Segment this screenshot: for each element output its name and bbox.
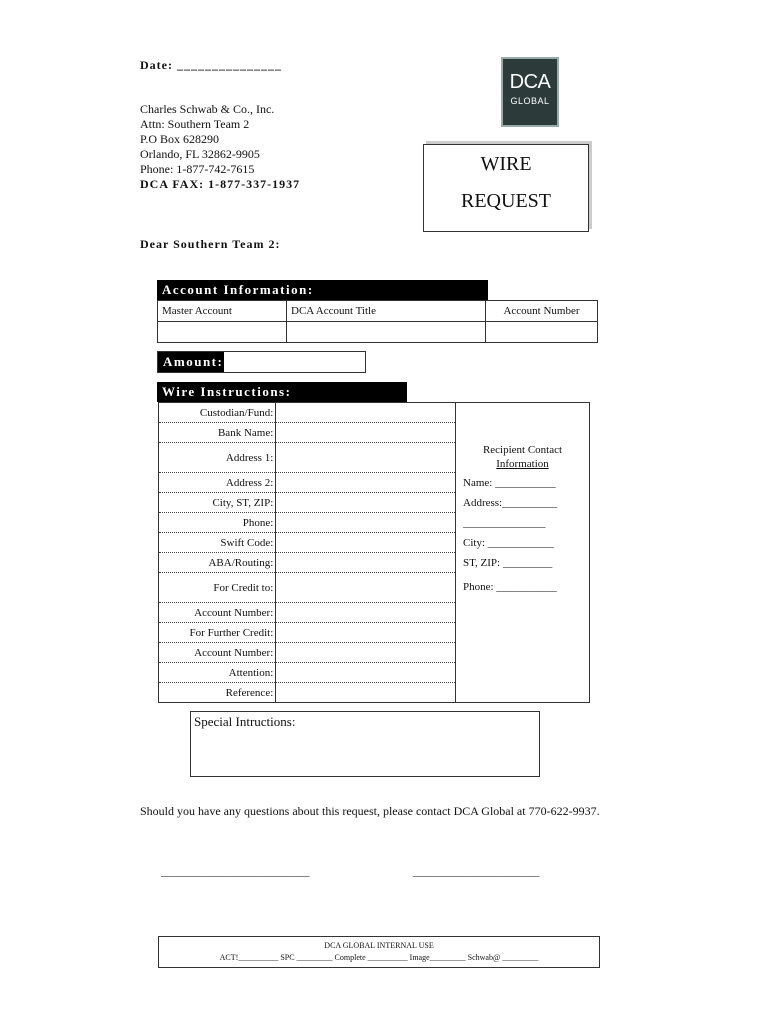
fax-line: DCA FAX: 1-877-337-1937 bbox=[140, 177, 301, 191]
field-value[interactable] bbox=[276, 403, 456, 423]
field-row bbox=[159, 553, 456, 573]
field-label: Account Number: bbox=[159, 643, 276, 663]
recipient-heading-info: Information bbox=[496, 458, 549, 470]
field-row bbox=[159, 443, 456, 473]
field-label: Address 2: bbox=[159, 473, 276, 493]
field-value[interactable] bbox=[276, 623, 456, 643]
recipient-address-2[interactable]: _______________ bbox=[463, 517, 546, 529]
amount-box[interactable] bbox=[157, 351, 366, 373]
field-label: City, ST, ZIP: bbox=[159, 493, 276, 513]
field-label: Address 1: bbox=[159, 443, 276, 473]
field-value[interactable] bbox=[276, 663, 456, 683]
field-label: Attention: bbox=[159, 663, 276, 683]
field-row bbox=[159, 473, 456, 493]
field-row bbox=[159, 573, 456, 603]
special-instructions-label: Special Intructions: bbox=[194, 714, 296, 729]
field-label: Custodian/Fund: bbox=[159, 403, 276, 423]
field-row bbox=[159, 533, 456, 553]
dca-global-logo bbox=[501, 57, 559, 127]
field-row bbox=[159, 603, 456, 623]
date-line: Date: _______________ bbox=[140, 58, 282, 72]
field-value[interactable] bbox=[276, 533, 456, 553]
field-label: Account Number: bbox=[159, 603, 276, 623]
field-value[interactable] bbox=[276, 553, 456, 573]
field-row bbox=[159, 403, 456, 423]
recipient-address bbox=[140, 102, 300, 192]
column-account-number: Account Number bbox=[486, 301, 598, 322]
field-label: Reference: bbox=[159, 683, 276, 703]
field-value[interactable] bbox=[276, 513, 456, 533]
field-row bbox=[159, 643, 456, 663]
field-value[interactable] bbox=[276, 643, 456, 663]
internal-use-box bbox=[158, 936, 600, 968]
master-account-field[interactable] bbox=[158, 322, 287, 343]
column-dca-account-title: DCA Account Title bbox=[287, 301, 486, 322]
field-value[interactable] bbox=[276, 603, 456, 623]
recipient-phone[interactable]: Phone: ___________ bbox=[463, 581, 557, 593]
amount-label: Amount: bbox=[158, 352, 224, 372]
field-label: ABA/Routing: bbox=[159, 553, 276, 573]
contact-note: Should you have any questions about this request, please contact DCA Global at 770-622-9937. bbox=[140, 804, 600, 818]
signature-line[interactable]: ___________________________ bbox=[161, 866, 310, 878]
field-label: Swift Code: bbox=[159, 533, 276, 553]
title-line-2: REQUEST bbox=[461, 190, 551, 212]
recipient-heading: Recipient Contact bbox=[482, 444, 563, 456]
logo-text-top: DCA bbox=[509, 71, 551, 93]
greeting: Dear Southern Team 2: bbox=[140, 237, 281, 251]
field-value[interactable] bbox=[276, 493, 456, 513]
field-value[interactable] bbox=[276, 683, 456, 703]
field-row bbox=[159, 623, 456, 643]
field-label: Bank Name: bbox=[159, 423, 276, 443]
dca-account-title-field[interactable] bbox=[287, 322, 486, 343]
internal-use-title: DCA GLOBAL INTERNAL USE bbox=[324, 941, 434, 950]
field-row bbox=[159, 423, 456, 443]
signature-line[interactable]: _______________________ bbox=[413, 866, 540, 878]
address-line: Orlando, FL 32862-9905 bbox=[140, 147, 260, 161]
field-row bbox=[159, 683, 456, 703]
logo-text-bottom: GLOBAL bbox=[510, 96, 550, 106]
recipient-address[interactable]: Address:__________ bbox=[463, 497, 558, 509]
field-value[interactable] bbox=[276, 573, 456, 603]
field-label: Phone: bbox=[159, 513, 276, 533]
address-line: Attn: Southern Team 2 bbox=[140, 117, 250, 131]
field-row bbox=[159, 493, 456, 513]
internal-use-line: ACT!__________ SPC _________ Complete __________ Image_________ Schwab@ _________ bbox=[219, 953, 539, 962]
field-row bbox=[159, 663, 456, 683]
special-instructions-box[interactable] bbox=[190, 711, 540, 777]
address-line: Charles Schwab & Co., Inc. bbox=[140, 102, 275, 116]
title-line-1: WIRE bbox=[480, 153, 532, 175]
recipient-contact-box bbox=[455, 402, 590, 703]
address-line: Phone: 1-877-742-7615 bbox=[140, 162, 255, 176]
field-label: For Credit to: bbox=[159, 573, 276, 603]
field-value[interactable] bbox=[276, 473, 456, 493]
field-label: For Further Credit: bbox=[159, 623, 276, 643]
recipient-name[interactable]: Name: ___________ bbox=[463, 477, 556, 489]
wire-instructions-header: Wire Instructions: bbox=[157, 382, 407, 402]
field-value[interactable] bbox=[276, 443, 456, 473]
recipient-city[interactable]: City: ____________ bbox=[463, 537, 554, 549]
wire-instructions-table bbox=[158, 402, 456, 703]
account-info-header: Account Information: bbox=[157, 280, 488, 300]
account-info-table bbox=[157, 300, 598, 343]
field-row bbox=[159, 513, 456, 533]
column-master-account: Master Account bbox=[158, 301, 287, 322]
account-number-field[interactable] bbox=[486, 322, 598, 343]
wire-request-title-box bbox=[423, 144, 589, 232]
address-line: P.O Box 628290 bbox=[140, 132, 220, 146]
recipient-st-zip[interactable]: ST, ZIP: _________ bbox=[463, 557, 553, 569]
field-value[interactable] bbox=[276, 423, 456, 443]
